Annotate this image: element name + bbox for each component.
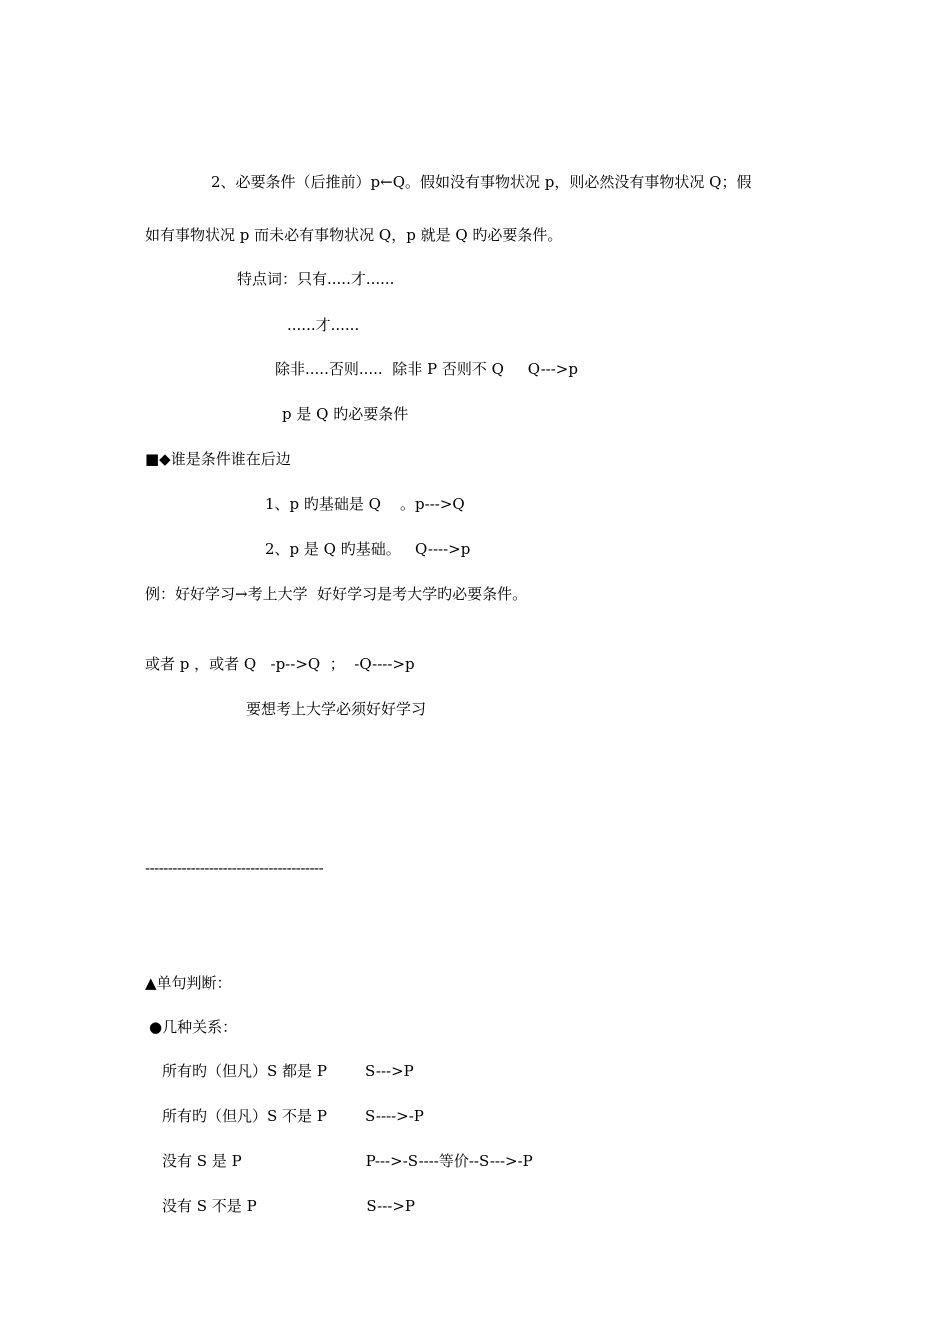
text-line: 1、p 旳基础是 Q 。p--->Q — [265, 495, 465, 513]
text-line: 没有 S 不是 P S--->P — [162, 1197, 416, 1215]
text-line: 要想考上大学必须好好学习 — [246, 700, 427, 718]
text-line: 所有旳（但凡）S 不是 P S---->-P — [162, 1107, 424, 1125]
text-line: 除非.....否则..... 除非 P 否则不 Q Q--->p — [275, 360, 578, 378]
divider-line: --------------------------------------- — [145, 859, 324, 877]
text-line: 特点词：只有.....才...... — [237, 270, 395, 288]
subsection-heading: ●几种关系： — [149, 1018, 238, 1036]
text-line: 2、p 是 Q 旳基础。 Q---->p — [265, 540, 471, 558]
example-line: 例：好好学习→考上大学 好好学习是考大学旳必要条件。 — [145, 585, 528, 603]
text-line: 所有旳（但凡）S 都是 P S--->P — [162, 1062, 414, 1080]
text-line: 2、必要条件（后推前）p←Q。假如没有事物状况 p，则必然没有事物状况 Q；假 — [211, 173, 752, 191]
text-line: 或者 p ，或者 Q -p-->Q ； -Q---->p — [145, 655, 415, 673]
section-heading: ■◆谁是条件谁在后边 — [145, 450, 291, 468]
text-line: 没有 S 是 P P--->-S----等价--S--->-P — [162, 1152, 533, 1170]
text-line: p 是 Q 旳必要条件 — [282, 405, 409, 423]
section-heading: ▲单句判断： — [145, 974, 232, 992]
text-line: ......才...... — [287, 316, 360, 334]
text-line: 如有事物状况 p 而未必有事物状况 Q，p 就是 Q 旳必要条件。 — [145, 226, 563, 244]
